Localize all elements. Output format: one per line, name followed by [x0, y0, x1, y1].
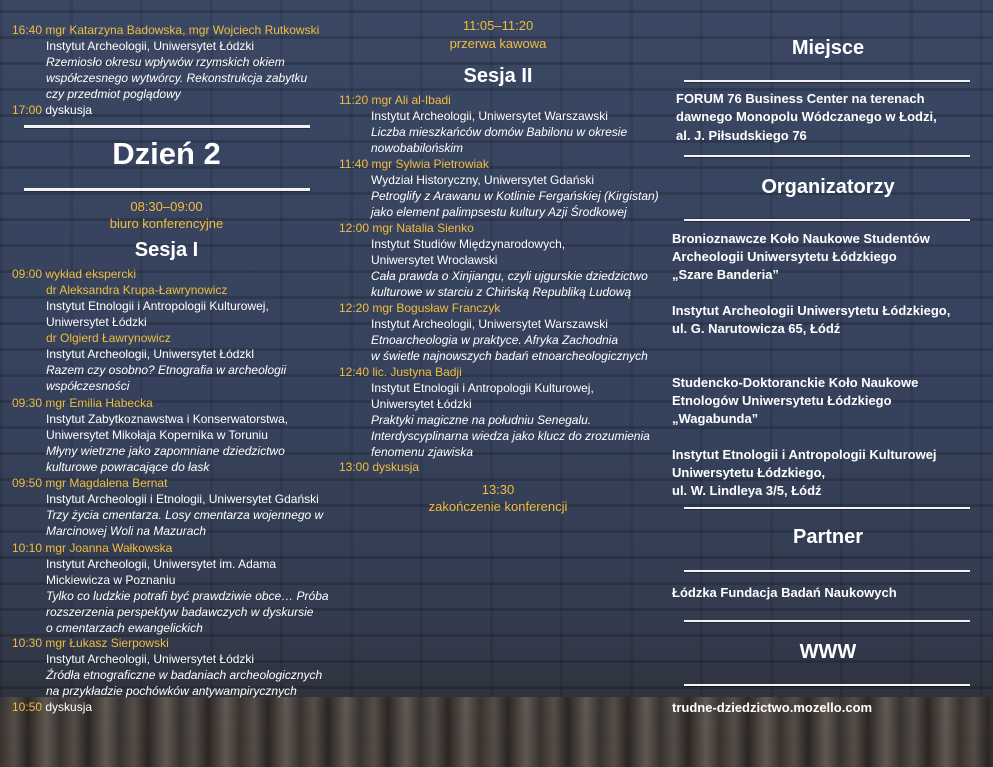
- info-panel: Miejsce FORUM 76 Business Center na terenach dawnego Monopolu Wódczanego w Łodzi, al. J. Piłsudskiego 76 Organizatorzy Bronioznawcze Koło Naukowe Studentów Archeologii Uniwersytetu Łódzkiego „Szare Banderia” Instytut Archeologii Uniwersytetu Łódzkiego, ul. G. Narutowicza 65, Łódź Studencko-Doktoranckie Koło Naukowe Etnologów Uniwersytetu Łódzkiego „Wagabunda” Instytut Etnologii i Antropologii Kulturowej Uniwersytetu Łódzkiego, ul. W. Lindleya 3/5, Łódź Partner Łódzka Fundacja Badań Naukowych WWW trudne-dziedzictwo.mozello.com: [668, 0, 988, 767]
- session-2-panel: 11:05–11:20 przerwa kawowa Sesja II 11:20 mgr Ali al-Ibadi Instytut Archeologii, Uniwersytet Warszawski Liczba mieszkańców domów Babilonu w okresie nowobabilońskim 11:40 mgr Sylwia Pietrowiak Wydział Historyczny, Uniwersytet Gdański Petroglify z Arawanu w Kotlinie Fergańskiej (Kirgistan) jako element palimpsestu kultury Azji Środkowej 12:00 mgr Natalia Sienko Instytut Studiów Międzynarodowych, Uniwersytet Wrocławski Cała prawda o Xinjiangu, czyli ujgurskie dziedzictwo kulturowe w starciu z Chińską Republiką Ludową 12:20 mgr Bogusław Franczyk Instytut Archeologii, Uniwersytet Warszawski Etnoarcheologia w praktyce. Afryka Zachodnia w świetle najnowszych badań etnoarcheologicznych 12:40 lic. Justyna Badji Instytut Etnologii i Antropologii Kulturowej, Uniwersytet Łódzki Praktyki magiczne na południu Senegalu. Interdyscyplinarna wiedza jako klucz do zrozumienia fenomenu zjawiska 13:00 dyskusja 13:30 zakończenie konferencji: [333, 0, 663, 767]
- slot-0950: 09:50 mgr Magdalena Bernat: [12, 476, 168, 490]
- divider: [684, 684, 970, 686]
- slot-1220: 12:20 mgr Bogusław Franczyk: [339, 301, 501, 315]
- slot-1200: 12:00 mgr Natalia Sienko: [339, 221, 474, 235]
- slot-1030: 10:30 mgr Łukasz Sierpowski: [12, 636, 169, 650]
- divider: [684, 620, 970, 622]
- divider: [684, 155, 970, 157]
- divider: [24, 188, 310, 191]
- divider: [684, 570, 970, 572]
- website-link[interactable]: trudne-dziedzictwo.mozello.com: [672, 700, 873, 715]
- www-heading: WWW: [799, 641, 857, 663]
- slot-1300: 13:00 dyskusja: [339, 460, 420, 474]
- slot-1240: 12:40 lic. Justyna Badji: [339, 365, 462, 379]
- divider: [684, 80, 970, 82]
- place-heading: Miejsce: [791, 37, 865, 59]
- organizers-heading: Organizatorzy: [761, 176, 895, 198]
- day-2-heading: Dzień 2: [112, 136, 221, 171]
- slot-1120: 11:20 mgr Ali al-Ibadi: [339, 93, 451, 107]
- divider: [684, 219, 970, 221]
- session-1-heading: Sesja I: [134, 239, 199, 261]
- slot-1050: 10:50 dyskusja: [12, 700, 93, 714]
- slot-0900: 09:00 wykład ekspercki: [12, 267, 137, 281]
- slot-0930: 09:30 mgr Emilia Habecka: [12, 396, 153, 410]
- slot-1640: 16:40 mgr Katarzyna Badowska, mgr Wojciech Rutkowski: [12, 23, 320, 37]
- partner-heading: Partner: [792, 526, 864, 548]
- session-2-heading: Sesja II: [463, 65, 533, 87]
- divider: [24, 125, 310, 128]
- day-1-end-and-day-2-session-1-panel: 16:40 mgr Katarzyna Badowska, mgr Wojciech Rutkowski Instytut Archeologii, Uniwersytet Łódzki Rzemiosło okresu wpływów rzymskich okiem współczesnego wytwórcy. Rekonstrukcja zabytku czy przedmiot poglądowy 17:00 dyskusja Dzień 2 08:30–09:00 biuro konferencyjne Sesja I 09:00 wykład ekspercki dr Aleksandra Krupa-Ławrynowicz Instytut Etnologii i Antropologii Kulturowej, Uniwersytet Łódzki dr Olgierd Ławrynowicz Instytut Archeologii, Uniwersytet Łódzkl Razem czy osobno? Etnografia w archeologii współczesności 09:30 mgr Emilia Habecka Instytut Zabytkoznawstwa i Konserwatorstwa, Uniwersytet Mikołaja Kopernika w Toruniu Młyny wietrzne jako zapomniane dziedzictwo kulturowe powracające do łask 09:50 mgr Magdalena Bernat Instytut Archeologii i Etnologii, Uniwersytet Gdański Trzy życia cmentarza. Losy cmentarza wojennego w Marcinowej Woli na Mazurach 10:10 mgr Joanna Wałkowska Instytut Archeologii, Uniwersytet im. Adama Mickiewicza w Poznaniu Tylko co ludzkie potrafi być prawdziwie obce… Próba rozszerzenia perspektyw badawczych w dyskursie o cmentarzach ewangelickich 10:30 mgr Łukasz Sierpowski Instytut Archeologii, Uniwersytet Łódzki Źródła etnograficzne w badaniach archeologicznych na przykładzie pochówków antywampirycznych 10:50 dyskusja: [0, 0, 330, 767]
- divider: [684, 507, 970, 509]
- slot-1700: 17:00 dyskusja: [12, 103, 93, 117]
- slot-1140: 11:40 mgr Sylwia Pietrowiak: [339, 157, 489, 171]
- slot-1010: 10:10 mgr Joanna Wałkowska: [12, 541, 173, 555]
